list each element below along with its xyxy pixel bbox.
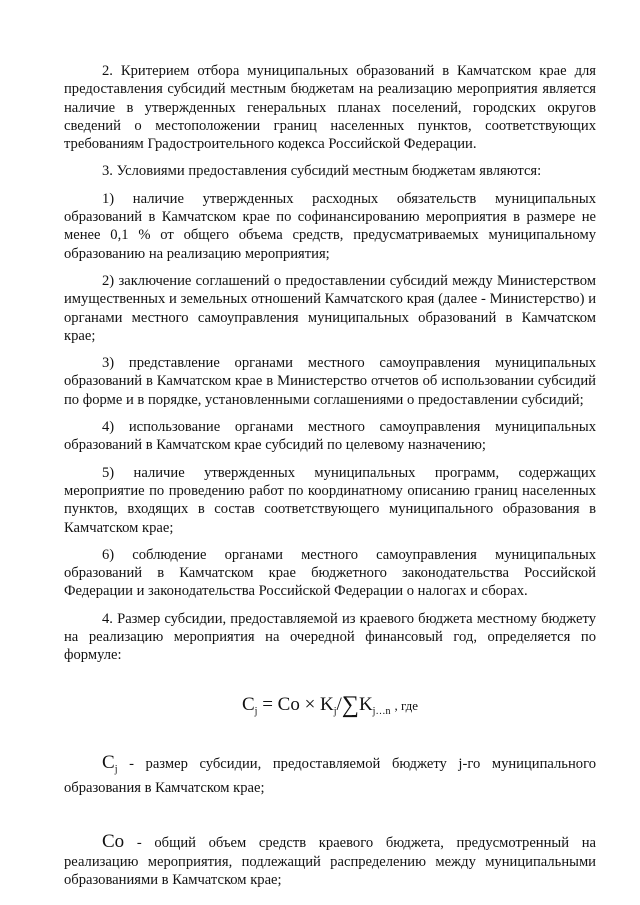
definition-cj-text: - размер субсидии, предоставляемой бюджету j-го муниципального образования в Камчатском крае;	[64, 755, 596, 796]
subsidy-formula	[64, 693, 596, 724]
paragraph-condition-1: 1) наличие утвержденных расходных обязательств муниципальных образований в Камчатском крае по софинансированию мероприятия в размере не менее 0,1 % от общего объема средств, предусматриваемых муниципальному образованию на реализацию мероприятия;	[64, 190, 596, 262]
definition-co	[64, 833, 596, 889]
paragraph-conditions-heading: 3. Условиями предоставления субсидий местным бюджетам являются:	[102, 163, 542, 180]
formula-sigma: ∑	[341, 691, 359, 718]
formula-sum-subscript: j…n	[372, 705, 391, 717]
definition-co-symbol: Co	[102, 831, 125, 853]
definition-co-text: - общий объем средств краевого бюджета, предусмотренный на реализацию мероприятия, подлежащий распределению между муниципальными образованиями в Камчатском крае;	[64, 835, 596, 888]
paragraph-condition-3: 3) представление органами местного самоуправления муниципальных образований в Камчатском крае в Министерство отчетов об использовании субсидий по форме и в порядке, установленными соглашениями о предоставлении субсидий;	[64, 355, 596, 408]
definition-cj-symbol-subscript: j	[114, 763, 118, 775]
definition-cj	[64, 751, 596, 798]
paragraph-condition-5: 5) наличие утвержденных муниципальных программ, содержащих мероприятие по проведению работ по координатному описанию границ населенных пунктов, входящих в состав соответствующего муниципального образования в Камчатском крае;	[64, 464, 596, 536]
formula-equation: = Co × K	[257, 693, 334, 715]
document-page	[64, 62, 596, 898]
definition-cj-symbol	[102, 752, 117, 773]
formula-slash: /	[336, 693, 342, 715]
paragraph-condition-2: 2) заключение соглашений о предоставлении субсидий между Министерством имущественных и земельных отношений Камчатского края (далее - Министерство) и органами местного самоуправления муниципальных образований в Камчатском крае;	[64, 272, 596, 344]
formula-sum-k: K	[358, 693, 373, 715]
paragraph-subsidy-size: 4. Размер субсидии, предоставляемой из краевого бюджета местному бюджету на реализацию мероприятия на очередной финансовый год, определяется по формуле:	[64, 610, 596, 664]
paragraph-criterion: 2. Критерием отбора муниципальных образований в Камчатском крае для предоставления субсидий местным бюджетам на реализацию мероприятия является наличие в утвержденных генеральных планах поселений, городских округов сведений о местоположении границ населенных пунктов, соответствующих требованиям Градостроительного кодекса Российской Федерации.	[64, 63, 596, 153]
paragraph-condition-4: 4) использование органами местного самоуправления муниципальных образований в Камчатском крае субсидий по целевому назначению;	[64, 419, 596, 454]
definition-cj-symbol-letter: C	[102, 751, 115, 773]
formula-k-subscript: j	[333, 705, 337, 717]
paragraph-condition-6: 6) соблюдение органами местного самоуправления муниципальных образований в Камчатском крае бюджетного законодательства Российской Федерации и законодательства Российской Федерации о налогах и сборах.	[64, 546, 596, 600]
formula-where: , где	[394, 697, 419, 713]
formula-lhs: C	[241, 693, 255, 715]
formula-lhs-subscript: j	[254, 705, 258, 717]
